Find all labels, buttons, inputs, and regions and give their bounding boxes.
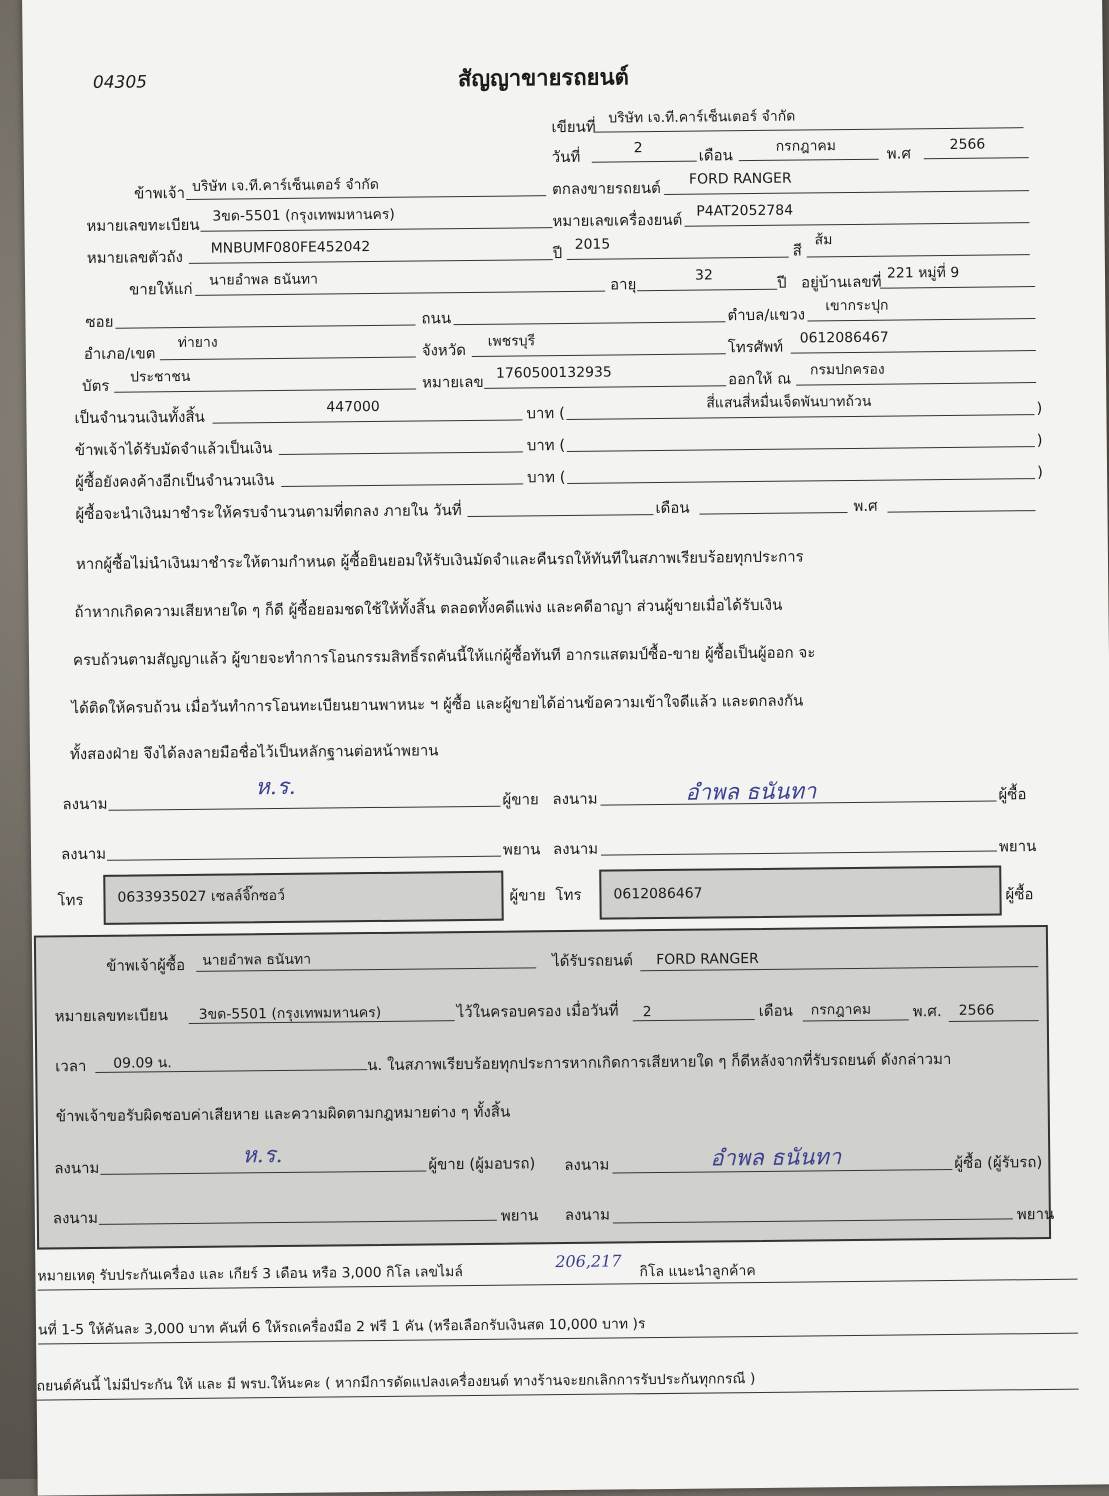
month-value: กรกฎาคม (775, 138, 837, 155)
total-label: เป็นจำนวนเงินทั้งสิ้น (74, 407, 205, 428)
buyer-phone: 0612086467 (613, 885, 703, 903)
day-value: 2 (633, 140, 643, 157)
terms-line-3: ครบถ้วนตามสัญญาแล้ว ผู้ขายจะทำการโอนกรรมสิทธิ์รถคันนี้ให้แก่ผู้ซื้อทันที อากรแสตมป์ซื้อ-ขาย ผู้ซื้อเป็นผู้ออก จะ (72, 643, 816, 670)
card-line (114, 389, 416, 393)
seller-phone-role: ผู้ขาย (509, 886, 546, 905)
deposit-line (279, 451, 523, 455)
age-value: 32 (694, 267, 713, 284)
receipt-buyer-role: ผู้ซื้อ (ผู้รับรถ) (954, 1153, 1043, 1172)
written-at-label: เขียนที่ (551, 117, 596, 137)
district-line (160, 357, 416, 361)
witness-2-role: พยาน (998, 837, 1037, 856)
seller-role: ผู้ขาย (502, 790, 539, 809)
receipt-time-label: เวลา (55, 1057, 87, 1076)
receipt-sign-label-witness-2: ลงนาม (564, 1205, 611, 1225)
note-line-2: นที่ 1-5 ให้คันละ 3,000 บาท คันที่ 6 ให้รถเครื่องมือ 2 ฟรี 1 คัน (หรือเลือกรับเงินสด 10,000 บาท )ร (37, 1316, 646, 1339)
remaining-label: ผู้ซื้อยังคงค้างอีกเป็นจำนวนเงิน (75, 471, 275, 492)
subdistrict-value: เขากระปุก (825, 297, 889, 315)
buyer-phone-box (599, 865, 1002, 919)
terms-line-4: ได้ติดให้ครบถ้วน เมื่อวันทำการโอนทะเบียนยานพาหนะ ฯ ผู้ซื้อ และผู้ขายได้อ่านข้อความเข้าใจดีแล้ว และตกลงกัน (71, 691, 804, 718)
receipt-year: 2566 (958, 1002, 995, 1019)
vehicle-year-label: ปี (552, 244, 563, 263)
color-line (807, 254, 1030, 257)
color-value: ส้ม (814, 232, 833, 249)
receipt-plate-label: หมายเลขทะเบียน (54, 1006, 169, 1026)
agree-label: ตกลงขายรถยนต์ (551, 178, 661, 199)
age-unit: ปี (776, 273, 787, 292)
district-label: อำเภอ/เขต (83, 344, 156, 364)
witness-1-line (107, 856, 501, 861)
document-number: 04305 (92, 72, 148, 93)
buyer-name: นายอำพล ธนันทา (208, 271, 319, 289)
province-line (472, 353, 726, 357)
age-label: อายุ (609, 275, 637, 294)
chassis-label: หมายเลขตัวถัง (86, 247, 184, 267)
mileage-handwritten: 206,217 (555, 1251, 622, 1272)
total-baht-label: บาท ( (526, 403, 565, 423)
deposit-words-line (567, 446, 1035, 452)
buyer-phone-role: ผู้ซื้อ (1005, 885, 1034, 904)
sign-label-seller: ลงนาม (62, 794, 108, 814)
receipt-liability: ข้าพเจ้าขอรับผิดชอบค่าเสียหาย และความผิดตามกฎหมายต่าง ๆ ทั้งสิ้น (55, 1102, 511, 1126)
due-year-label: พ.ศ (853, 496, 878, 515)
year-label: พ.ศ (886, 144, 912, 163)
receipt-witness-1-role: พยาน (500, 1206, 539, 1225)
car-model: FORD RANGER (688, 170, 792, 188)
issued-value: กรมปกครอง (809, 361, 885, 379)
remaining-baht-label: บาท ( (527, 467, 566, 487)
deposit-baht-label: บาท ( (526, 435, 566, 455)
witness-2-line (601, 850, 997, 855)
buyer-signature: อำพล ธนันทา (685, 779, 817, 806)
issued-label: ออกให้ ณ (727, 369, 792, 389)
seller-label: ข้าพเจ้า (134, 183, 186, 203)
contract-paper (22, 0, 1109, 1496)
seller-line (186, 195, 546, 200)
phone-line (791, 350, 1036, 354)
receipt-buyer-signature: อำพล ธนันทา (710, 1145, 842, 1172)
vehicle-year-line (567, 257, 789, 260)
note-line-3: ถยนต์คันนี้ ไม่มีประกัน ให้ และ มี พรบ.ให้นะคะ ( หากมีการดัดแปลงเครื่องยนต์ ทางร้านจะยกเลิกการรับประกันทุกกรณี ) (36, 1371, 756, 1395)
due-year-line (887, 510, 1035, 513)
due-label: ผู้ซื้อจะนำเงินมาชำระให้ครบจำนวนตามที่ตกลง ภายใน วันที่ (75, 501, 462, 524)
witness-1-role: พยาน (502, 840, 541, 859)
seller-sign-line (109, 806, 501, 811)
card-label: บัตร (82, 376, 110, 396)
card-no-line (484, 385, 726, 389)
receipt-time: 09.09 น. (113, 1055, 172, 1072)
contract-title: สัญญาขายรถยนต์ (457, 65, 629, 93)
note-line-1b: กิโล แนะนำลูกค้าค (639, 1263, 756, 1281)
receipt-sign-label-seller: ลงนาม (54, 1158, 100, 1178)
plate-line (201, 227, 553, 232)
seller-phone-box (103, 871, 504, 925)
seller-signature: ห.ร. (255, 774, 296, 801)
road-line (453, 321, 725, 325)
buyer-name-line (195, 291, 605, 296)
remaining-line (281, 483, 523, 487)
card-no-label: หมายเลข (422, 372, 484, 392)
chassis-line (189, 259, 553, 264)
year-line (924, 157, 1029, 159)
receipt-received-label: ได้รับรถยนต์ (552, 951, 634, 971)
chassis-value: MNBUMF080FE452042 (210, 239, 371, 257)
receipt-car: FORD RANGER (656, 950, 759, 969)
receipt-condition: น. ในสภาพเรียบร้อยทุกประการหากเกิดการเสียหายใด ๆ ก็ดีหลังจากที่รับรถยนต์ ดังกล่าวมา (367, 1049, 952, 1075)
age-line (637, 289, 777, 291)
receipt-month-label: เดือน (758, 1001, 793, 1020)
engine-value: P4AT2052784 (696, 202, 794, 220)
engine-line (684, 222, 1029, 227)
phone-value: 0612086467 (799, 329, 889, 347)
receipt-sign-label-witness-1: ลงนาม (52, 1208, 99, 1228)
plate-label: หมายเลขทะเบียน (86, 215, 200, 235)
day-label: วันที่ (551, 147, 581, 167)
card-value: ประชาชน (129, 368, 191, 386)
day-line (592, 161, 697, 163)
receipt-possession-label: ไว้ในครอบครอง เมื่อวันที่ (456, 1001, 619, 1022)
terms-line-2: ถ้าหากเกิดความเสียหายใด ๆ ก็ดี ผู้ซื้อยอมชดใช้ให้ทั้งสิ้น ตลอดทั้งคดีแพ่ง และคดีอาญา ส่วนผู้ขายเมื่อได้รับเงิน (74, 595, 783, 622)
receipt-buyer-label: ข้าพเจ้าผู้ซื้อ (106, 956, 186, 975)
engine-label: หมายเลขเครื่องยนต์ (552, 210, 683, 231)
house-value: 221 หมู่ที่ 9 (886, 264, 960, 282)
province-value: เพชรบุรี (487, 333, 536, 350)
buyer-phone-label: โทร (555, 885, 582, 905)
road-label: ถนน (421, 309, 452, 328)
district-value: ท่ายาง (177, 334, 218, 352)
terms-line-5: ทั้งสองฝ่าย จึงได้ลงลายมือชื่อไว้เป็นหลักฐานต่อหน้าพยาน (69, 741, 439, 764)
month-label: เดือน (698, 146, 733, 165)
plate-value: 3ขด-5501 (กรุงเทพมหานคร) (212, 206, 395, 225)
due-day-line (468, 514, 654, 517)
card-no-value: 1760500132935 (495, 364, 612, 382)
soi-label: ซอย (85, 312, 114, 332)
seller-phone: 0633935027 เซลล์จิ๊กซอว์ (117, 887, 285, 906)
remaining-words-line (567, 478, 1035, 484)
total-value: 447000 (326, 398, 380, 416)
total-close-paren: ) (1036, 398, 1043, 418)
seller-name: บริษัท เจ.ที.คาร์เซ็นเตอร์ จำกัด (191, 176, 380, 195)
province-label: จังหวัด (421, 341, 467, 360)
buyer-role: ผู้ซื้อ (998, 785, 1027, 804)
written-at-value: บริษัท เจ.ที.คาร์เซ็นเตอร์ จำกัด (608, 108, 796, 127)
house-line (880, 286, 1035, 289)
issued-line (796, 382, 1036, 386)
house-label: อยู่บ้านเลขที่ (800, 272, 882, 292)
seller-phone-label: โทร (57, 891, 84, 910)
phone-label: โทรศัพท์ (727, 337, 784, 357)
receipt-month: กรกฎาคม (810, 1001, 872, 1019)
receipt-seller-role: ผู้ขาย (ผู้มอบรถ) (428, 1154, 536, 1174)
receipt-sign-label-buyer: ลงนาม (564, 1155, 610, 1175)
sign-label-buyer: ลงนาม (552, 789, 598, 809)
subdistrict-line (807, 318, 1035, 321)
vehicle-year-value: 2015 (574, 236, 611, 253)
year-value: 2566 (949, 136, 986, 153)
total-words-line (566, 414, 1034, 420)
due-month-label: เดือน (655, 498, 690, 518)
written-at-line (593, 127, 1023, 133)
remaining-close-paren: ) (1036, 462, 1044, 482)
month-line (739, 159, 879, 161)
receipt-witness-2-role: พยาน (1016, 1204, 1055, 1224)
deposit-close-paren: ) (1036, 430, 1043, 450)
receipt-year-label: พ.ศ. (912, 1002, 942, 1021)
car-line (664, 190, 1029, 195)
receipt-day: 2 (642, 1004, 652, 1021)
receipt-plate: 3ขด-5501 (กรุงเทพมหานคร) (198, 1004, 382, 1023)
due-month-line (699, 512, 847, 515)
sign-label-witness-2: ลงนาม (552, 839, 599, 859)
subdistrict-label: ตำบล/แขวง (727, 305, 806, 325)
receipt-box (34, 925, 1051, 1250)
receipt-buyer-name: นายอำพล ธนันทา (202, 951, 312, 969)
note-line-1a: หมายเหตุ รับประกันเครื่อง และ เกียร์ 3 เดือน หรือ 3,000 กิโล เลขไมล์ (37, 1264, 463, 1285)
color-label: สี (792, 241, 802, 260)
sold-to-label: ขายให้แก่ (129, 279, 193, 299)
sign-label-witness-1: ลงนาม (60, 844, 107, 864)
terms-line-1: หากผู้ซื้อไม่นำเงินมาชำระให้ตามกำหนด ผู้ซื้อยินยอมให้รับเงินมัดจำและคืนรถให้ทันทีในสภาพเรียบร้อยทุกประการ (75, 547, 804, 574)
receipt-seller-signature: ห.ร. (242, 1142, 283, 1169)
total-line (213, 419, 523, 423)
deposit-label: ข้าพเจ้าได้รับมัดจำแล้วเป็นเงิน (74, 439, 273, 460)
total-words: สี่แสนสี่หมื่นเจ็ดพันบาทถ้วน (706, 393, 872, 412)
soi-line (116, 325, 416, 329)
